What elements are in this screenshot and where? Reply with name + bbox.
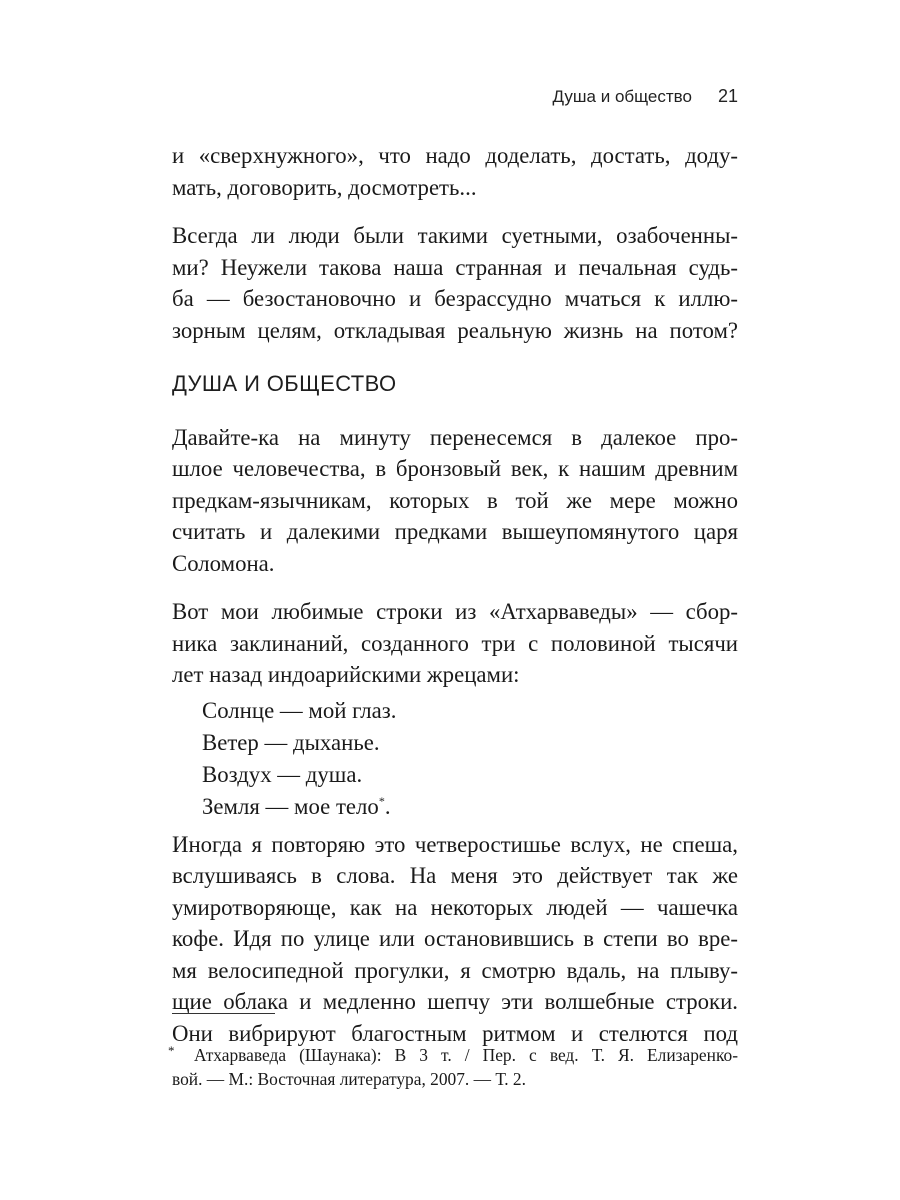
verse-line-last: [202, 791, 738, 823]
verse-line: Ветер — дыханье.: [202, 729, 380, 755]
text-line: вслушиваясь в слова. На меня это действует так же: [172, 863, 738, 888]
text-line: мать, договорить, досмотреть...: [172, 174, 477, 200]
paragraph-5: [172, 829, 738, 1050]
main-text: [172, 140, 738, 1049]
verse-quote: [172, 695, 738, 823]
text-line: мя велосипедной прогулки, я смотрю вдаль, на плыву-: [172, 957, 738, 983]
text-line: ба — безостановочно и безрассудно мчаться к иллю-: [172, 286, 738, 311]
text-line: Давайте-ка на минуту перенесемся в далекое про-: [172, 424, 738, 450]
verse-final-punct: .: [384, 793, 391, 819]
verse-line-text: Земля — мое тело: [202, 793, 379, 819]
text-line: Соломона.: [172, 550, 275, 576]
footnote: [168, 1043, 738, 1091]
footnote-line: Атхарваведа (Шаунака): В 3 т. / Пер. с вед. Т. Я. Елизаренко-: [194, 1045, 738, 1065]
paragraph-3: [172, 422, 738, 580]
text-line: зорным целям, откладывая реальную жизнь на потом?: [172, 317, 738, 343]
text-line: и «сверхнужного», что надо доделать, достать, доду-: [172, 143, 738, 168]
footnote-line: вой. — М.: Восточная литература, 2007. — Т. 2.: [172, 1069, 526, 1089]
running-head: [553, 86, 738, 107]
text-line: ника заклинаний, созданного три с половиной тысячи: [172, 630, 738, 656]
verse-line: Солнце — мой глаз.: [202, 697, 397, 723]
footnote-marker: *: [378, 793, 385, 808]
running-title: Душа и общество: [552, 87, 692, 106]
text-line: считать и далекими предками вышеупомянутого царя: [172, 519, 738, 544]
footnote-asterisk: *: [168, 1043, 175, 1058]
page-number: 21: [717, 86, 738, 106]
text-line: шлое человечества, в бронзовый век, к нашим древним: [172, 456, 738, 481]
section-heading: ДУША И ОБЩЕСТВО: [172, 371, 397, 396]
footnote-rule: [172, 1013, 275, 1014]
text-line: умиротворяюще, как на некоторых людей — чашечка: [172, 894, 738, 920]
paragraph-2: [172, 220, 738, 346]
text-line: Всегда ли люди были такими суетными, озабоченны-: [172, 223, 738, 248]
paragraph-4: [172, 596, 738, 691]
text-line: щие облака и медленно шепчу эти волшебные строки.: [172, 989, 738, 1014]
text-line: Иногда я повторяю это четверостишье вслух, не спеша,: [172, 831, 738, 857]
verse-line: Воздух — душа.: [202, 761, 363, 787]
text-line: кофе. Идя по улице или остановившись в степи во вре-: [172, 926, 738, 951]
paragraph-1: [172, 140, 738, 203]
text-line: предкам-язычникам, которых в той же мере можно: [172, 487, 738, 513]
text-line: лет назад индоарийскими жрецами:: [172, 662, 520, 687]
text-line: Они вибрируют благостным ритмом и стелются под: [172, 1020, 738, 1046]
text-line: ми? Неужели такова наша странная и печальная судь-: [172, 254, 738, 280]
text-line: Вот мои любимые строки из «Атхарваведы» — сбор-: [172, 599, 738, 624]
